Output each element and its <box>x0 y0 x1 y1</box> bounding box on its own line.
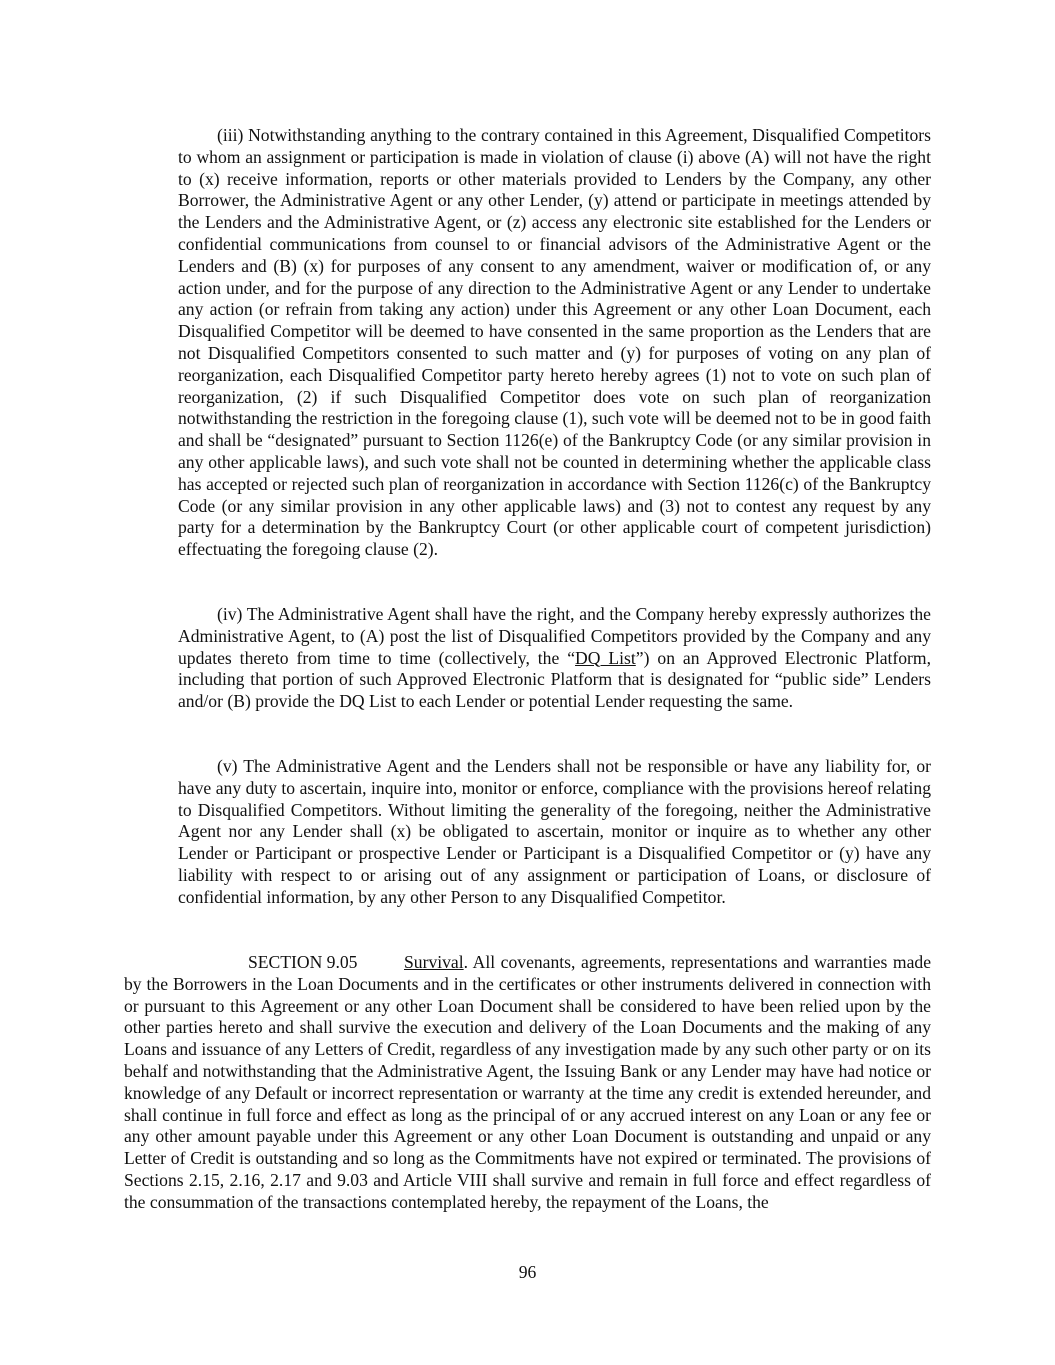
page-number: 96 <box>518 1262 537 1282</box>
section-9-05 <box>124 952 931 1214</box>
paragraph-v-text: (v) The Administrative Agent and the Lenders shall not be responsible or have any liability for, or have any duty to ascertain, inquire into, monitor or enforce, compliance with the provisions hereof relating to Disqualified Competitors. Without limiting the generality of the foregoing, neither the Administrative Agent nor any Lender shall (x) be obligated to ascertain, monitor or inquire as to whether any other Lender or Participant or prospective Lender or Participant is a Disqualified Competitor or (y) have any liability with respect to or arising out of any assignment or participation of Loans, or disclosure of confidential information, by any other Person to any Disqualified Competitor. <box>178 756 931 907</box>
paragraph-iv-text-after: ”) on an Approved Electronic Platform, including that portion of such Approved Electronic Platform that is designated for “public side” Lenders and/or (B) provide the DQ List to each Lender or potential Lender requesting the same. <box>178 647 932 712</box>
section-9-05-text: All covenants, agreements, representations and warranties made by the Borrowers in the Loan Documents and in the certificates or other instruments delivered in connection with or pursuant to this Agreement or any other Loan Document shall be considered to have been relied upon by the other parties hereto and shall survive the execution and delivery of the Loan Documents and the making of any Loans and issuance of any Letters of Credit, regardless of any investigation made by any such other party or on its behalf and notwithstanding that the Administrative Agent, the Issuing Bank or any Lender may have had notice or knowledge of any Default or incorrect representation or warranty at the time any credit is extended hereunder, and shall continue in full force and effect as long as the principal of or any accrued interest on any Loan or any fee or any other amount payable under this Agreement or any other Loan Document is outstanding and unpaid or any Letter of Credit is outstanding and so long as the Commitments have not expired or terminated. The provisions of Sections 2.15, 2.16, 2.17 and 9.03 and Article VIII shall survive and remain in full force and effect regardless of the consummation of the transactions contemplated hereby, the repayment of the Loans, the <box>124 952 931 1212</box>
paragraph-v <box>178 756 931 909</box>
paragraph-iii-text: (iii) Notwithstanding anything to the contrary contained in this Agreement, Disqualified Competitors to whom an assignment or participation is made in violation of clause (i) above (A) will not have the right to (x) receive information, reports or other materials provided to Lenders by the Company, any other Borrower, the Administrative Agent or any other Lender, (y) attend or participate in meetings attended by the Lenders and the Administrative Agent, or (z) access any electronic site established for the Lenders or confidential communications from counsel to or financial advisors of the Administrative Agent or the Lenders and (B) (x) for purposes of any consent to any amendment, waiver or modification of, or any action under, and for the purpose of any direction to the Administrative Agent or any Lender to undertake any action (or refrain from taking any action) under this Agreement or any other Loan Document, each Disqualified Competitor will be deemed to have consented in the same proportion as the Lenders that are not Disqualified Competitors consented to such matter and (y) for purposes of voting on any plan of reorganization, each Disqualified Competitor party hereto hereby agrees (1) not to vote on such plan of reorganization, (2) if such Disqualified Competitor does vote on such plan of reorganization notwithstanding the restriction in the foregoing clause (1), such vote will be deemed not to be in good faith and shall be “designated” pursuant to Section 1126(e) of the Bankruptcy Code (or any similar provision in any other applicable laws), and such vote shall not be counted in determining whether the applicable class has accepted or rejected such plan of reorganization in accordance with Section 1126(c) of the Bankruptcy Code (or any similar provision in any other applicable laws) and (3) not to contest any request by any party for a determination by the Bankruptcy Court (or other applicable court of competent jurisdiction) effectuating the foregoing clause (2). <box>178 125 931 560</box>
section-heading: Survival <box>404 952 464 972</box>
section-heading-punct: . <box>463 952 469 972</box>
section-number: SECTION 9.05 <box>248 952 358 972</box>
paragraph-iv-text-before: (iv) The Administrative Agent shall have the right, and the Company hereby expressly authorizes the Administrative Agent, to (A) post the list of Disqualified Competitors provided by the Company and any updates thereto from time to time (collectively, the “ <box>178 604 931 668</box>
paragraph-iv <box>178 604 931 713</box>
paragraph-iii <box>178 125 931 561</box>
dq-list-defined-term: DQ List <box>575 647 636 668</box>
